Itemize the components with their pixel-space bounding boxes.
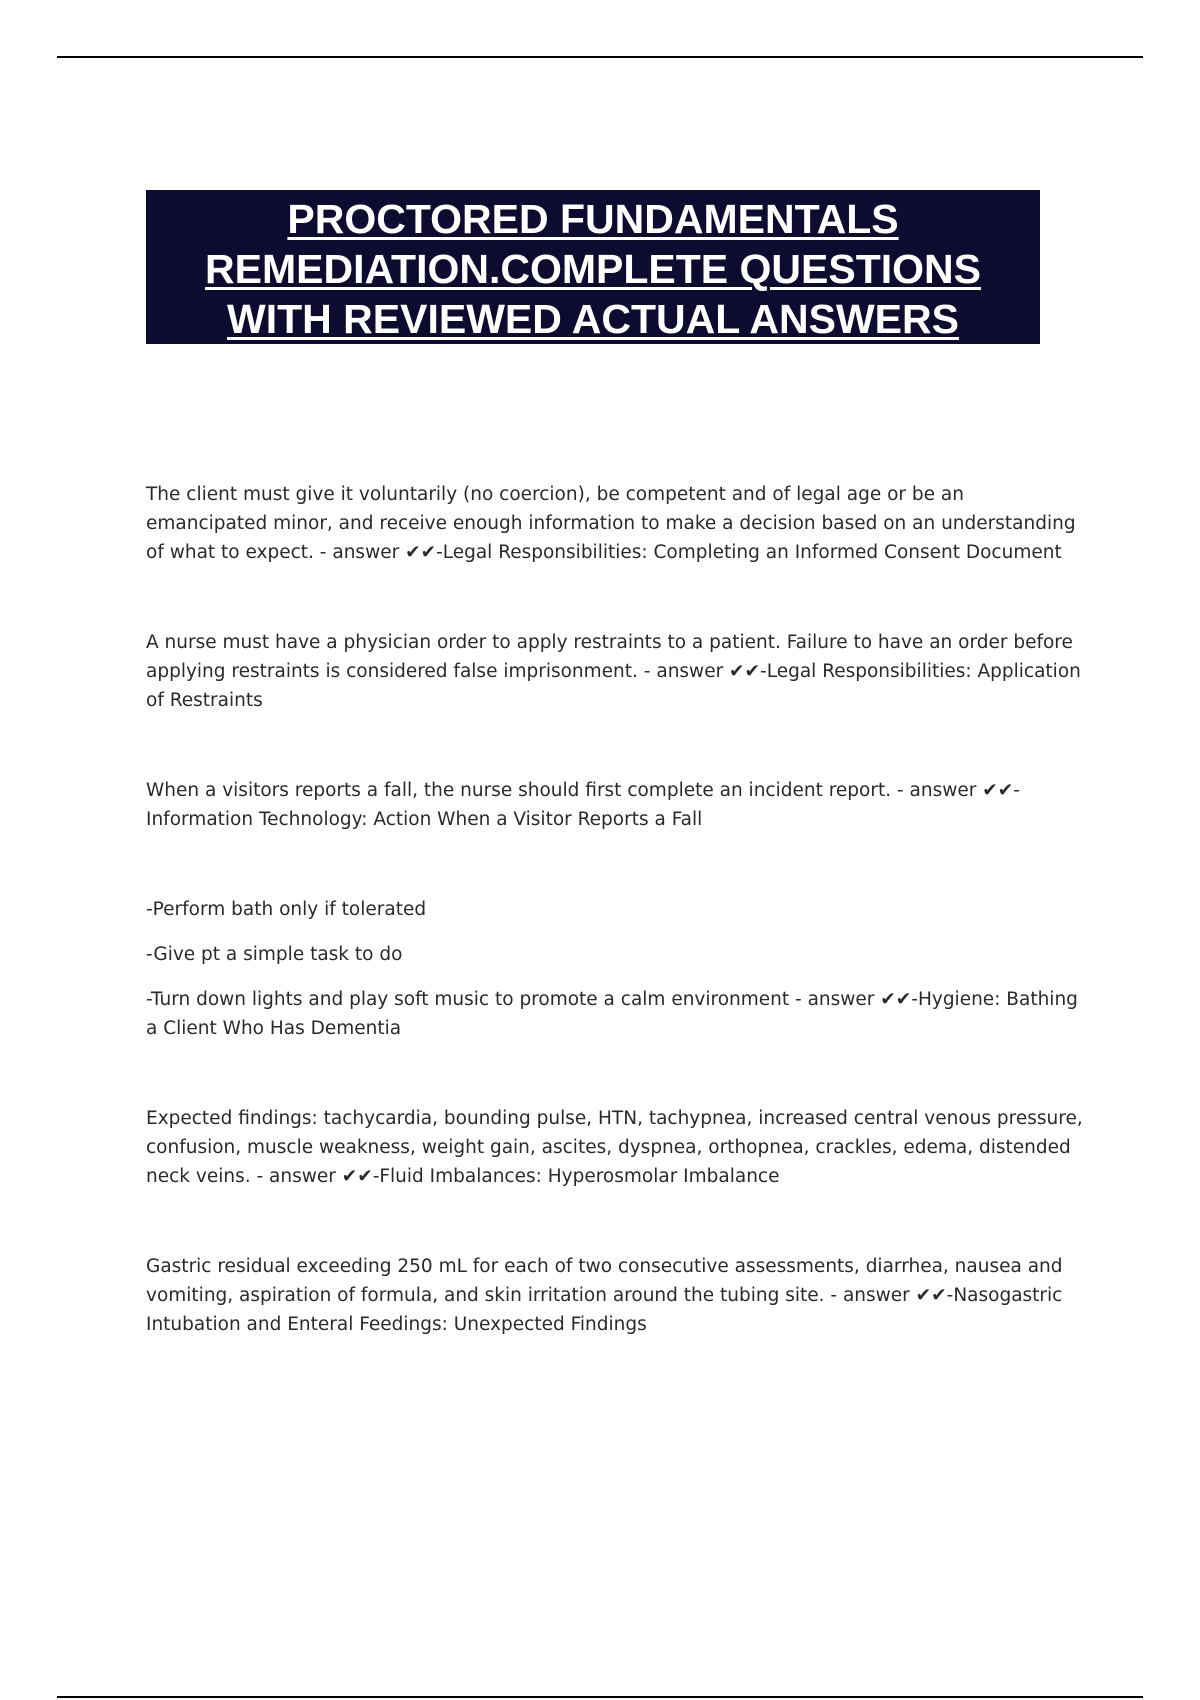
qa-paragraph: -Perform bath only if tolerated: [146, 899, 427, 920]
qa-paragraph: -Give pt a simple task to do: [146, 944, 403, 965]
footer-rule: [57, 1696, 1143, 1698]
qa-entry: [146, 628, 1086, 715]
qa-paragraph: The client must give it voluntarily (no coercion), be competent and of legal age or be an emancipated minor, and receive enough information to make a decision based on an understanding of what to expect. - answer ✔✔-Legal Responsibilities: Completing an Informed Consent Document: [146, 484, 1076, 563]
qa-entry: [146, 1252, 1086, 1339]
qa-entry: [146, 1104, 1086, 1191]
qa-entry: [146, 895, 1086, 1043]
qa-paragraph: A nurse must have a physician order to apply restraints to a patient. Failure to have an order before applying restraints is considered false imprisonment. - answer ✔✔-Legal Responsibilities: Application of Restraints: [146, 632, 1081, 711]
document-title-line: REMEDIATION.COMPLETE QUESTIONS: [205, 246, 981, 292]
document-body: [146, 480, 1086, 1339]
document-title-line: PROCTORED FUNDAMENTALS: [287, 196, 899, 242]
qa-entry: [146, 480, 1086, 567]
header-rule: [57, 56, 1143, 58]
document-title-line: WITH REVIEWED ACTUAL ANSWERS: [227, 296, 959, 342]
document-title-banner: [146, 190, 1040, 344]
qa-entry: [146, 776, 1086, 834]
qa-paragraph: Expected findings: tachycardia, bounding pulse, HTN, tachypnea, increased central venous pressure, confusion, muscle weakness, weight gain, ascites, dyspnea, orthopnea, crackles, edema, distended neck veins. - answer ✔✔-Fluid Imbalances: Hyperosmolar Imbalance: [146, 1108, 1083, 1187]
qa-paragraph: Gastric residual exceeding 250 mL for each of two consecutive assessments, diarrhea, nausea and vomiting, aspiration of formula, and skin irritation around the tubing site. - answer ✔✔-Nasogastric Intubation and Enteral Feedings: Unexpected Findings: [146, 1256, 1063, 1335]
qa-paragraph: When a visitors reports a fall, the nurse should first complete an incident report. - answer ✔✔-Information Technology: Action When a Visitor Reports a Fall: [146, 780, 1020, 830]
qa-paragraph: -Turn down lights and play soft music to promote a calm environment - answer ✔✔-Hygiene: Bathing a Client Who Has Dementia: [146, 989, 1078, 1039]
